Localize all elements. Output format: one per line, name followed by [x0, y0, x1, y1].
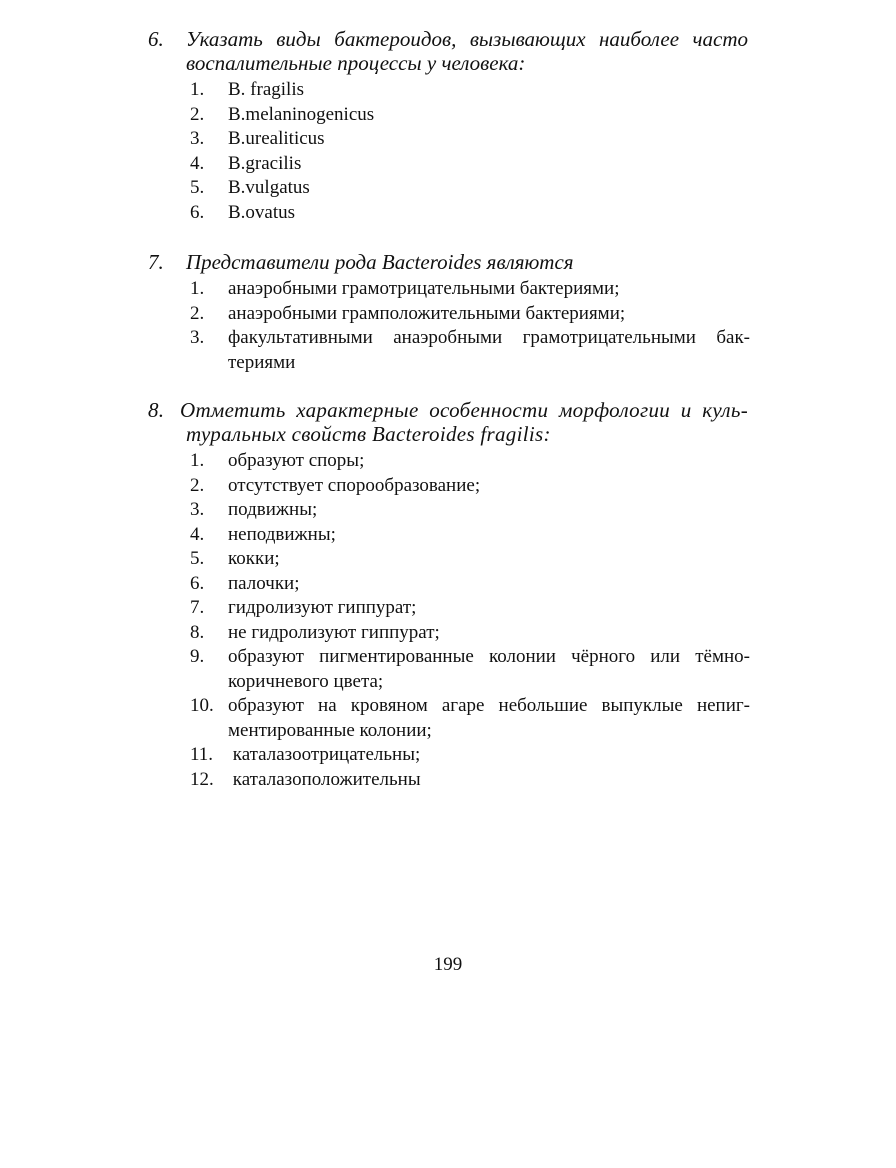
option-text: каталазоположительны — [228, 768, 421, 790]
question-heading — [148, 27, 748, 75]
question-text-line: туральных свойств Bacteroides fragilis: — [186, 422, 551, 446]
option-text: подвижны; — [228, 499, 318, 520]
question-text — [186, 27, 748, 75]
question-number: 6. — [148, 27, 164, 51]
answer-option — [190, 498, 750, 523]
answer-option — [190, 523, 750, 548]
answer-option — [190, 547, 750, 572]
answer-option — [190, 127, 750, 152]
answer-option — [190, 326, 750, 375]
answer-option — [190, 176, 750, 201]
option-text: кокки; — [228, 548, 280, 569]
question-heading — [148, 250, 748, 274]
option-text: факультативными анаэробными грамотрицательными бак- — [228, 327, 750, 348]
answer-option — [190, 78, 750, 103]
question-8 — [148, 398, 748, 808]
option-text: B.melaninogenicus — [228, 103, 375, 125]
answer-option — [190, 152, 750, 177]
option-text: B.ovatus — [228, 201, 296, 223]
question-number: 8. — [148, 398, 165, 422]
option-number: 2. — [190, 103, 205, 125]
option-number: 8. — [190, 621, 205, 643]
question-text-line: воспалительные процессы у человека: — [186, 51, 526, 75]
option-text: B.vulgatus — [228, 177, 310, 198]
option-number: 4. — [190, 152, 205, 174]
page-number: 199 — [433, 954, 463, 975]
answer-option — [190, 768, 750, 793]
option-text: гидролизуют гиппурат; — [228, 597, 417, 618]
option-number: 7. — [190, 597, 205, 618]
question-text-line: Указать виды бактероидов, вызывающих наиболее часто — [186, 27, 748, 51]
option-text: образуют споры; — [228, 450, 365, 471]
option-number: 3. — [190, 128, 205, 149]
option-text: анаэробными грамотрицательными бактериями; — [228, 278, 620, 299]
option-number: 1. — [190, 450, 205, 471]
option-number: 6. — [190, 572, 205, 594]
option-text: не гидролизуют гиппурат; — [228, 621, 440, 643]
option-number: 4. — [190, 523, 205, 545]
answer-option — [190, 103, 750, 128]
option-text: каталазоотрицательны; — [228, 744, 421, 765]
option-text: неподвижны; — [228, 523, 336, 545]
answer-option — [190, 277, 750, 302]
option-text: B. fragilis — [228, 79, 304, 100]
answer-option — [190, 302, 750, 327]
option-number: 6. — [190, 201, 205, 223]
option-number: 2. — [190, 474, 205, 496]
question-6 — [148, 27, 748, 241]
option-text-continued: коричневого цвета; — [228, 670, 384, 692]
answer-option — [190, 645, 750, 694]
option-text: палочки; — [228, 572, 300, 594]
option-number: 11. — [190, 744, 214, 765]
option-text: отсутствует спорообразование; — [228, 474, 481, 496]
option-text: B.urealiticus — [228, 128, 325, 149]
answer-option — [190, 572, 750, 597]
question-text-line: Представители рода Bacteroides являются — [186, 250, 574, 274]
option-number: 3. — [190, 499, 205, 520]
option-number: 2. — [190, 302, 205, 324]
option-text: образуют пигментированные колонии чёрного или тёмно- — [228, 646, 750, 667]
answer-option — [190, 474, 750, 499]
question-number: 7. — [148, 250, 164, 274]
answer-option — [190, 449, 750, 474]
option-number: 12. — [190, 768, 214, 790]
option-text-continued: ментированные колонии; — [228, 719, 432, 741]
answer-option — [190, 596, 750, 621]
option-number: 5. — [190, 548, 205, 569]
question-heading — [148, 398, 748, 446]
answer-options — [190, 449, 750, 792]
option-number: 5. — [190, 177, 205, 198]
answer-option — [190, 694, 750, 743]
option-number: 10. — [190, 695, 214, 716]
option-text: образуют на кровяном агаре небольшие выпуклые непиг- — [228, 695, 750, 716]
question-text-line: Отметить характерные особенности морфологии и куль- — [180, 398, 748, 422]
option-number: 3. — [190, 327, 205, 348]
option-number: 1. — [190, 278, 205, 299]
option-number: 1. — [190, 79, 205, 100]
answer-options — [190, 277, 750, 375]
answer-option — [190, 621, 750, 646]
question-text — [186, 250, 748, 274]
question-7 — [148, 250, 748, 391]
option-number: 9. — [190, 646, 205, 667]
answer-option — [190, 743, 750, 768]
answer-options — [190, 78, 750, 225]
question-text — [180, 398, 748, 446]
option-text-continued: териями — [228, 351, 296, 373]
option-text: анаэробными грамположительными бактериями; — [228, 302, 626, 324]
answer-option — [190, 201, 750, 226]
option-text: B.gracilis — [228, 152, 302, 174]
